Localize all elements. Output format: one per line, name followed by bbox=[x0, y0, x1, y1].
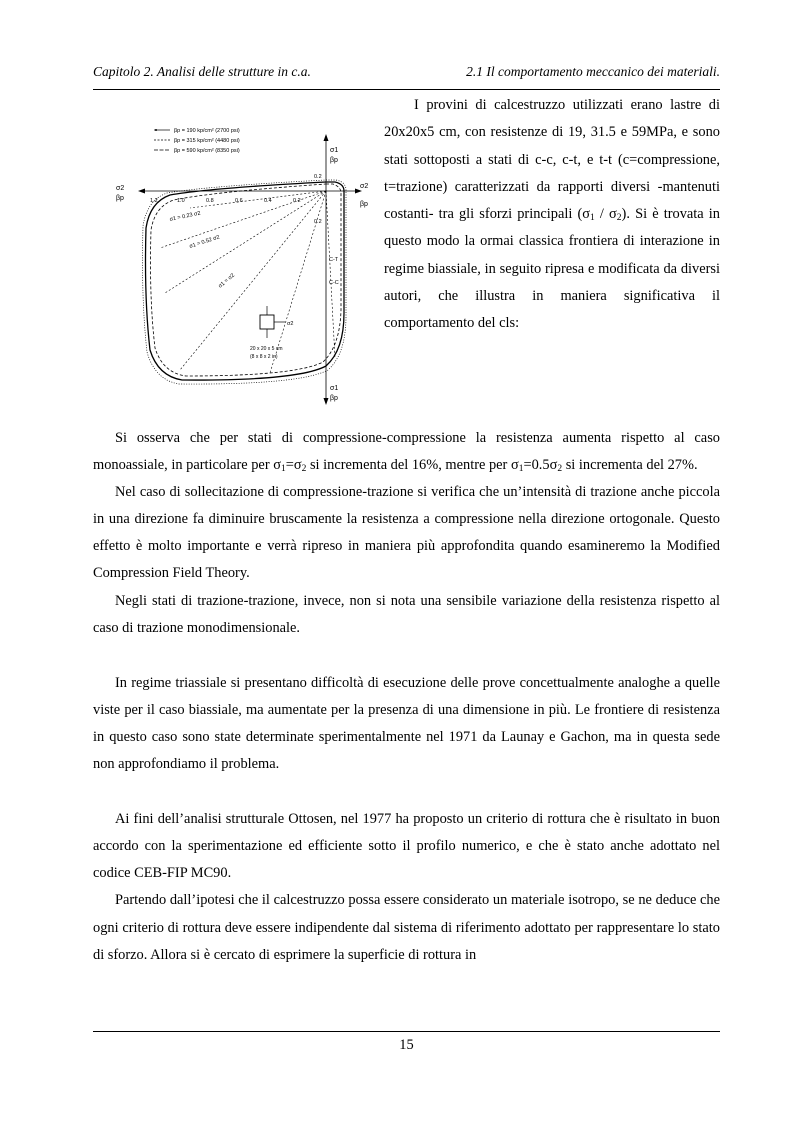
ratio-label: σ1 = σ2 bbox=[217, 272, 236, 290]
intro-paragraph-text: I provini di calcestruzzo utilizzati erano lastre di 20x20x5 cm, con resistenze di 19, 31.5 e 59MPa, e sono stati sottoposti a stati di c-c, c-t, e t-t (c=compressione, t=trazione) caratterizzati da rapporti diversi -mantenuti costanti- tra gli sforzi principali $(\sigma_1 / \sigma_2)$. Si è trovata in questo modo la ormai classica frontiera di interazione in regime biassiale, in seguito ripresa e modificata da diversi autori, che illustra in maniera significativa il comportamento del cls: bbox=[384, 97, 720, 332]
ratio-line bbox=[180, 191, 326, 370]
axis-label-left: σ2 bbox=[116, 185, 125, 192]
page-header bbox=[93, 64, 720, 84]
header-section: 2.1 Il comportamento meccanico dei materiali. bbox=[466, 64, 720, 79]
header-chapter: Capitolo 2. Analisi delle strutture in c.a. bbox=[93, 64, 311, 79]
intro-paragraph bbox=[384, 92, 720, 338]
axis-label-bottom-den: βp bbox=[330, 395, 338, 402]
ratio-label: σ1 = 0.52 σ2 bbox=[188, 234, 221, 250]
page-number: 15 bbox=[399, 1037, 414, 1053]
paragraph: Nel caso di sollecitazione di compressione-trazione si verifica che un’intensità di trazione anche piccola in una direzione fa diminuire bruscamente la resistenza a compressione nella direzione ortogonale. Questo effetto è molto importante e verrà ripreso in maniera più approfondita quando esamineremo la Modified Compression Field Theory. bbox=[93, 484, 720, 582]
header-rule bbox=[93, 89, 720, 90]
inset-sub: (8 x 8 x 2 in) bbox=[250, 354, 278, 360]
axis-label-bottom: σ1 bbox=[330, 385, 339, 392]
legend bbox=[154, 128, 240, 154]
specimen-icon bbox=[260, 315, 274, 329]
failure-envelope-dotted bbox=[143, 180, 347, 384]
footer-rule bbox=[93, 1031, 720, 1032]
ratio-line bbox=[326, 191, 335, 358]
tick-label: 0.2 bbox=[314, 219, 322, 225]
legend-item: βp = 190 kp/cm² (2700 psi) bbox=[174, 128, 240, 134]
legend-marker-icon bbox=[155, 129, 157, 131]
paragraph: Si osserva che per stati di compressione-compressione la resistenza aumenta rispetto al caso monoassiale, in particolare per $\sigma_1=\sigma_2$ si incrementa del 16%, mentre per $\sigma_1=0.5\sigma_2$ si incrementa del 27%. bbox=[93, 430, 720, 475]
side-label: C-C bbox=[329, 280, 339, 286]
inset-label: σ2 bbox=[287, 321, 294, 327]
axis-label-left-den: βp bbox=[116, 195, 124, 202]
failure-envelope-dashed bbox=[151, 184, 342, 376]
tick-label: 0.2 bbox=[314, 174, 322, 180]
failure-envelope-solid bbox=[146, 182, 345, 380]
biaxial-diagram bbox=[116, 118, 370, 418]
paragraph: Negli stati di trazione-trazione, invece, non si nota una sensibile variazione della resistenza rispetto al caso di trazione monodimensionale. bbox=[93, 592, 720, 636]
paragraph: Partendo dall’ipotesi che il calcestruzzo possa essere considerato un materiale isotropo, se ne deduce che ogni criterio di rottura deve essere indipendente dal sistema di riferimento adottato per rappresentare lo stato di sforzo. Allora si è cercato di esprimere la superficie di rottura in bbox=[93, 892, 720, 963]
tick-label: 0.8 bbox=[206, 198, 214, 204]
ratio-line bbox=[165, 191, 326, 293]
tick-label: 1.2 bbox=[150, 198, 158, 204]
axis-label-right: σ2 bbox=[360, 183, 369, 190]
paragraph: Ai fini dell’analisi strutturale Ottosen, nel 1977 ha proposto un criterio di rottura che è risultato in buon accordo con la sperimentazione ed efficiente sotto il profilo numerico, e che è stato anche adottato nel codice CEB-FIP MC90. bbox=[93, 811, 720, 882]
arrow-left-icon bbox=[138, 189, 145, 194]
tick-label: 1.0 bbox=[177, 198, 185, 204]
tick-label: 0.6 bbox=[235, 198, 243, 204]
specimen-inset bbox=[250, 306, 293, 360]
side-label: C-T bbox=[329, 257, 339, 263]
axis-label-top: σ1 bbox=[330, 147, 339, 154]
biaxial-strength-figure bbox=[116, 118, 370, 418]
body-text bbox=[93, 425, 720, 969]
arrow-down-icon bbox=[324, 398, 329, 405]
ratio-label: σ1 = 0.23 σ2 bbox=[169, 210, 202, 223]
tick-label: 0.2 bbox=[293, 198, 301, 204]
arrow-up-icon bbox=[324, 134, 329, 141]
axis-label-top-den: βp bbox=[330, 157, 338, 164]
inset-caption: 20 x 20 x 5 cm bbox=[250, 346, 283, 352]
legend-item: βp = 315 kp/cm² (4480 psi) bbox=[174, 138, 240, 144]
axis-label-right-den: βp bbox=[360, 201, 368, 208]
legend-item: βp = 590 kp/cm² (8350 psi) bbox=[174, 148, 240, 154]
tick-label: 0.4 bbox=[264, 198, 272, 204]
paragraph: In regime triassiale si presentano difficoltà di esecuzione delle prove concettualmente analoghe a quelle viste per il caso biassiale, ma aumentate per la presenza di una dimensione in più. Le frontiere di resistenza in questo caso sono state determinate sperimentalmente nel 1971 da Launay e Gachon, ma in questa sede non approfondiamo il problema. bbox=[93, 674, 720, 773]
